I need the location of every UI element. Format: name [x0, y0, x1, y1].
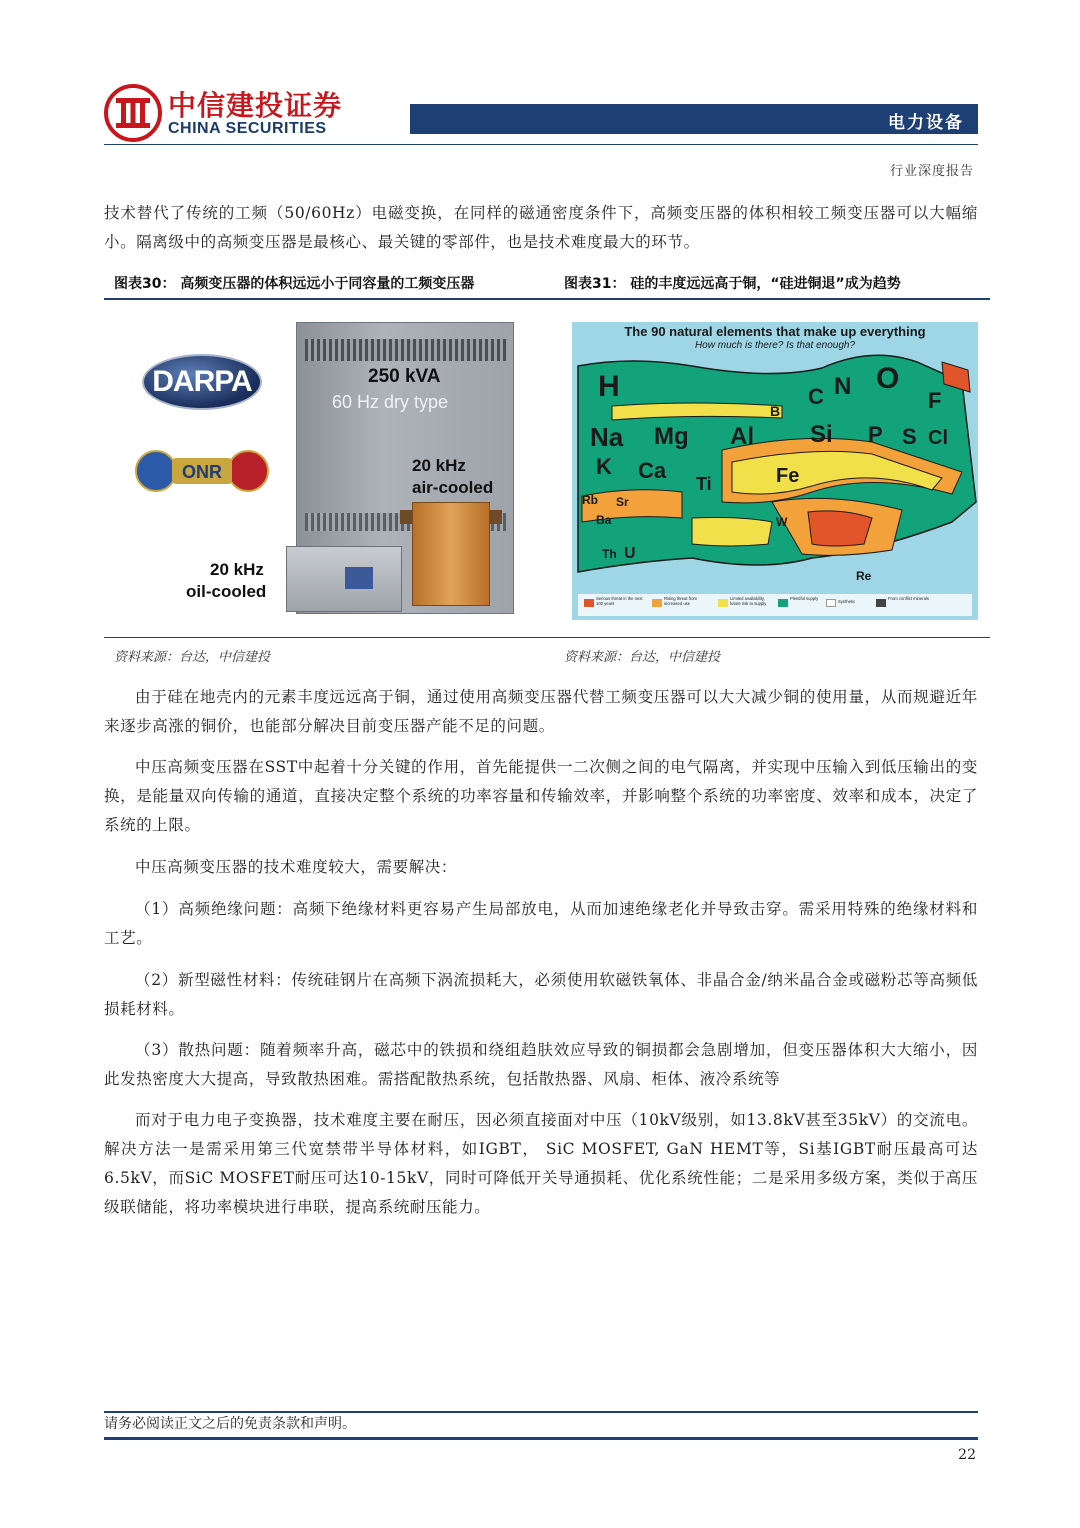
legend-swatch-serious	[584, 599, 594, 607]
legend-swatch-synthetic	[826, 599, 836, 607]
svg-text:O: O	[876, 362, 900, 395]
label-oil-cooled: oil-cooled	[186, 582, 267, 601]
onr-logo-icon	[134, 448, 270, 494]
svg-text:Mg: Mg	[654, 423, 689, 450]
footer-divider-bottom	[104, 1437, 978, 1440]
paragraph-difficulties-intro: 中压高频变压器的技术难度较大，需要解决：	[135, 858, 458, 876]
air-cooled-transformer	[412, 502, 490, 606]
element-chart-legend	[578, 594, 972, 616]
legend-label-conflict: From conflict minerals	[888, 596, 929, 601]
transformer-comparison-image	[120, 314, 540, 614]
periodic-table-shape-icon	[572, 322, 978, 594]
svg-text:F: F	[928, 388, 942, 413]
paragraph-hf-transformer-role: 中压高频变压器在SST中起着十分关键的作用，首先能提供一二次侧之间的电气隔离，并实现中压输入到低压输出的变换，是能量双向传输的通道，直接决定整个系统的功率容量和传输效率，并影响整个系统的功率密度、效率和成本，决定了系统的上限。	[104, 758, 978, 834]
svg-text:C: C	[808, 384, 824, 409]
logo-chinese-name: 中信建投证券	[168, 89, 343, 122]
svg-text:Th: Th	[602, 547, 617, 561]
element-chart-title: The 90 natural elements that make up everything	[624, 324, 926, 339]
paragraph-insulation: （1）高频绝缘问题：高频下绝缘材料更容易产生局部放电，从而加速绝缘老化并导致击穿。需采用特殊的绝缘材料和工艺。	[104, 900, 978, 947]
svg-text:W: W	[776, 515, 788, 529]
svg-text:Rb: Rb	[582, 493, 598, 507]
svg-text:Na: Na	[590, 422, 624, 452]
figure-30-title: 图表30： 高频变压器的体积远远小于同容量的工频变压器	[114, 276, 475, 292]
legend-swatch-conflict	[876, 599, 886, 607]
svg-text:Re: Re	[856, 569, 872, 583]
onr-logo-text: ONR	[182, 462, 222, 482]
legend-label-rising: Rising threat from increased use	[664, 596, 698, 606]
legend-swatch-rising	[652, 599, 662, 607]
svg-text:Fe: Fe	[776, 465, 800, 487]
citic-logo-icon	[104, 84, 162, 142]
svg-text:S: S	[902, 424, 917, 449]
header-divider	[104, 144, 978, 145]
disclaimer: 请务必阅读正文之后的免责条款和声明。	[104, 1416, 356, 1432]
element-chart-subtitle: How much is there? Is that enough?	[694, 340, 856, 351]
svg-text:Ti: Ti	[696, 474, 712, 494]
paragraph-silicon-abundance: 由于硅在地壳内的元素丰度远远高于铜，通过使用高频变压器代替工频变压器可以大大减少铜的使用量，从而规避近年来逐步高涨的铜价，也能部分解决目前变压器产能不足的问题。	[104, 688, 978, 735]
label-air-freq: 20 kHz	[412, 456, 466, 475]
label-250kva: 250 kVA	[368, 366, 441, 387]
oil-cooled-transformer	[286, 546, 402, 612]
paragraph-magnetic-material: （2）新型磁性材料：传统硅钢片在高频下涡流损耗大，必须使用软磁铁氧体、非晶合金/纳米晶合金或磁粉芯等高频低损耗材料。	[104, 971, 978, 1018]
darpa-logo	[142, 354, 262, 410]
svg-text:Al: Al	[730, 423, 754, 450]
legend-swatch-plentiful	[778, 599, 788, 607]
darpa-logo-text: DARPA	[152, 365, 252, 398]
svg-text:Ca: Ca	[638, 458, 667, 483]
paragraph-power-converter: 而对于电力电子变换器，技术难度主要在耐压，因必须直接面对中压（10kV级别，如13.8kV甚至35kV）的交流电。解决方法一是需采用第三代宽禁带半导体材料，如IGBT， SiC MOSFET, GaN HEMT等，Si基IGBT耐压最高可达6.5kV，而SiC MOSFET耐压可达10-15kV，同时可降低开关导通损耗、优化系统性能；二是采用多级方案，类似于高压级联储能，将功率模块进行串联，提高系统耐压能力。	[104, 1111, 978, 1216]
intro-paragraph: 技术替代了传统的工频（50/60Hz）电磁变换，在同样的磁通密度条件下，高频变压器的体积相较工频变压器可以大幅缩小。隔离级中的高频变压器是最核心、最关键的零部件，也是技术难度最大的环节。	[104, 204, 978, 251]
legend-label-limited: Limited availability, future risk to supply	[730, 596, 767, 606]
logo-english-name: CHINA SECURITIES	[168, 120, 327, 137]
oil-tank-label-plate	[345, 567, 373, 589]
svg-text:Cl: Cl	[928, 427, 948, 449]
svg-text:K: K	[596, 454, 612, 479]
svg-text:P: P	[868, 422, 883, 447]
figure-31-source: 资料来源：台达，中信建投	[564, 650, 721, 665]
element-abundance-chart	[572, 322, 978, 620]
svg-text:Sr: Sr	[616, 495, 629, 509]
svg-text:N: N	[834, 373, 852, 400]
svg-text:B: B	[770, 403, 781, 419]
legend-label-serious: Serious threat in the next 100 years	[596, 596, 643, 606]
label-air-cooled: air-cooled	[412, 478, 494, 497]
sector-banner	[410, 104, 978, 134]
figure-31-title: 图表31： 硅的丰度远远高于铜，“硅进铜退”成为趋势	[564, 276, 901, 292]
report-type: 行业深度报告	[889, 164, 974, 179]
company-logo	[104, 84, 344, 144]
figure-30-source: 资料来源：台达，中信建投	[114, 650, 271, 665]
legend-swatch-limited	[718, 599, 728, 607]
legend-label-plentiful: Plentiful supply	[790, 596, 819, 601]
sector-label: 电力设备	[888, 113, 964, 133]
svg-text:U: U	[624, 545, 636, 562]
figure-bottom-divider	[104, 637, 990, 638]
legend-label-synthetic: Synthetic	[838, 599, 856, 604]
label-60hz-dry: 60 Hz dry type	[332, 392, 449, 412]
transformer-vents	[305, 339, 507, 361]
svg-text:Ba: Ba	[596, 513, 612, 527]
svg-text:H: H	[598, 370, 620, 403]
figure-top-divider	[104, 298, 990, 300]
page-number: 22	[958, 1447, 976, 1463]
label-oil-freq: 20 kHz	[210, 560, 264, 579]
svg-text:Si: Si	[810, 421, 833, 448]
paragraph-heat-dissipation: （3）散热问题：随着频率升高，磁芯中的铁损和绕组趋肤效应导致的铜损都会急剧增加，但变压器体积大大缩小，因此发热密度大大提高，导致散热困难。需搭配散热系统，包括散热器、风扇、柜体、液冷系统等	[104, 1041, 978, 1088]
